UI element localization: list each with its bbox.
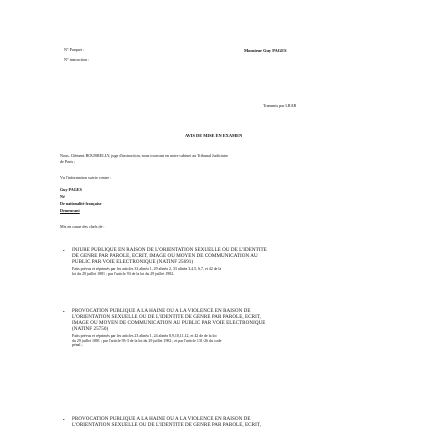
charge-1-detail: [72, 267, 398, 276]
information-line: Vu l'information suivie contre :: [60, 175, 112, 180]
charge-1-title-line-3: PUBLIC PAR VOIE ELECTRONIQUE (NATINF 25691): [72, 258, 194, 265]
recipient-name: Monsieur Guy PAGES: [244, 48, 287, 53]
intro-line-2: de Paris ;: [60, 159, 76, 164]
charge-1-title-line-1: INJURE PUBLIQUE EN RAISON DE L'ORIENTATION SEXUELLE OU DE L'IDENTITE: [72, 247, 267, 253]
charge-2-title: [72, 309, 398, 333]
charge-1-detail-line-1: Faits prévus et réprimés par les articles 33 alinéa 1, 29 alinéa 2, 33 alinéa 3,4,5, 6,7, et 42 de la: [72, 266, 222, 271]
charge-2-title-line-3: IMAGE OU MOYEN DE COMMUNICATION AU PUBLIC PAR VOIE ELECTRONIQUE: [72, 319, 266, 326]
intro-line-1: Nous, Clément BOURRELLY, juge d'instruction, nous trouvant en notre cabinet au Tribunal Judiciaire: [60, 153, 228, 158]
parquet-number-label: N° Parquet :: [64, 47, 85, 52]
person-residence-label: Demeurant: [60, 208, 80, 213]
bullet-marker: •: [63, 248, 65, 253]
charge-2-title-line-4: (NATINF 25750): [72, 325, 109, 332]
charge-3-title: [72, 417, 398, 429]
document-title: AVIS DE MISE EN EXAMEN: [185, 133, 243, 138]
person-nationality: De nationalité française: [60, 201, 102, 206]
charge-2-detail-line-3: pénal ;: [72, 342, 83, 348]
charge-1-title-line-2: DE GENRE PAR PAROLE, ECRIT, IMAGE OU MOYEN DE COMMUNICATION AU: [72, 252, 258, 259]
bullet-marker: •: [63, 309, 65, 314]
charges-intro: Mis en cause des chefs de :: [60, 224, 105, 229]
charge-2-title-line-1: PROVOCATION PUBLIQUE A LA HAINE OU A LA VIOLENCE EN RAISON DE: [72, 308, 251, 314]
charge-2-detail-line-2: du 29 juillet 1881 ; par l'article 93-3 de la loi du 29 juillet 1982 ; et par l'article 131-26 du code: [72, 337, 222, 343]
charge-2-title-line-2: L'ORIENTATION SEXUELLE OU DE L'IDENTITE DE GENRE PAR PAROLE, ECRIT,: [72, 313, 261, 320]
charge-1-detail-line-2: loi du 29 juillet 1881 ; par l'article 93 de la loi du 29 juillet 1982.: [72, 270, 175, 276]
charge-2-detail-line-1: Faits prévus et réprimés par les articles 23 alinéa 1, 24 alinéa 8,9,10,11,12, et 42 de de la loi: [72, 333, 217, 338]
person-born-label: Né: [60, 194, 65, 199]
bullet-marker: •: [63, 417, 65, 422]
charge-1-title: [72, 248, 398, 266]
charge-2-detail: [72, 334, 398, 348]
charge-3-title-line-2: L'ORIENTATION SEXUELLE OU DE L'IDENTITE DE GENRE PAR PAROLE, ECRIT,: [72, 421, 261, 428]
charge-3-title-line-1: PROVOCATION PUBLIQUE A LA HAINE OU A LA VIOLENCE EN RAISON DE: [72, 416, 251, 422]
instruction-number-label: N° instruction :: [64, 57, 90, 62]
transmission-mode: Transmis par LRAR: [263, 103, 297, 108]
person-name: Guy PAGES: [60, 187, 82, 192]
